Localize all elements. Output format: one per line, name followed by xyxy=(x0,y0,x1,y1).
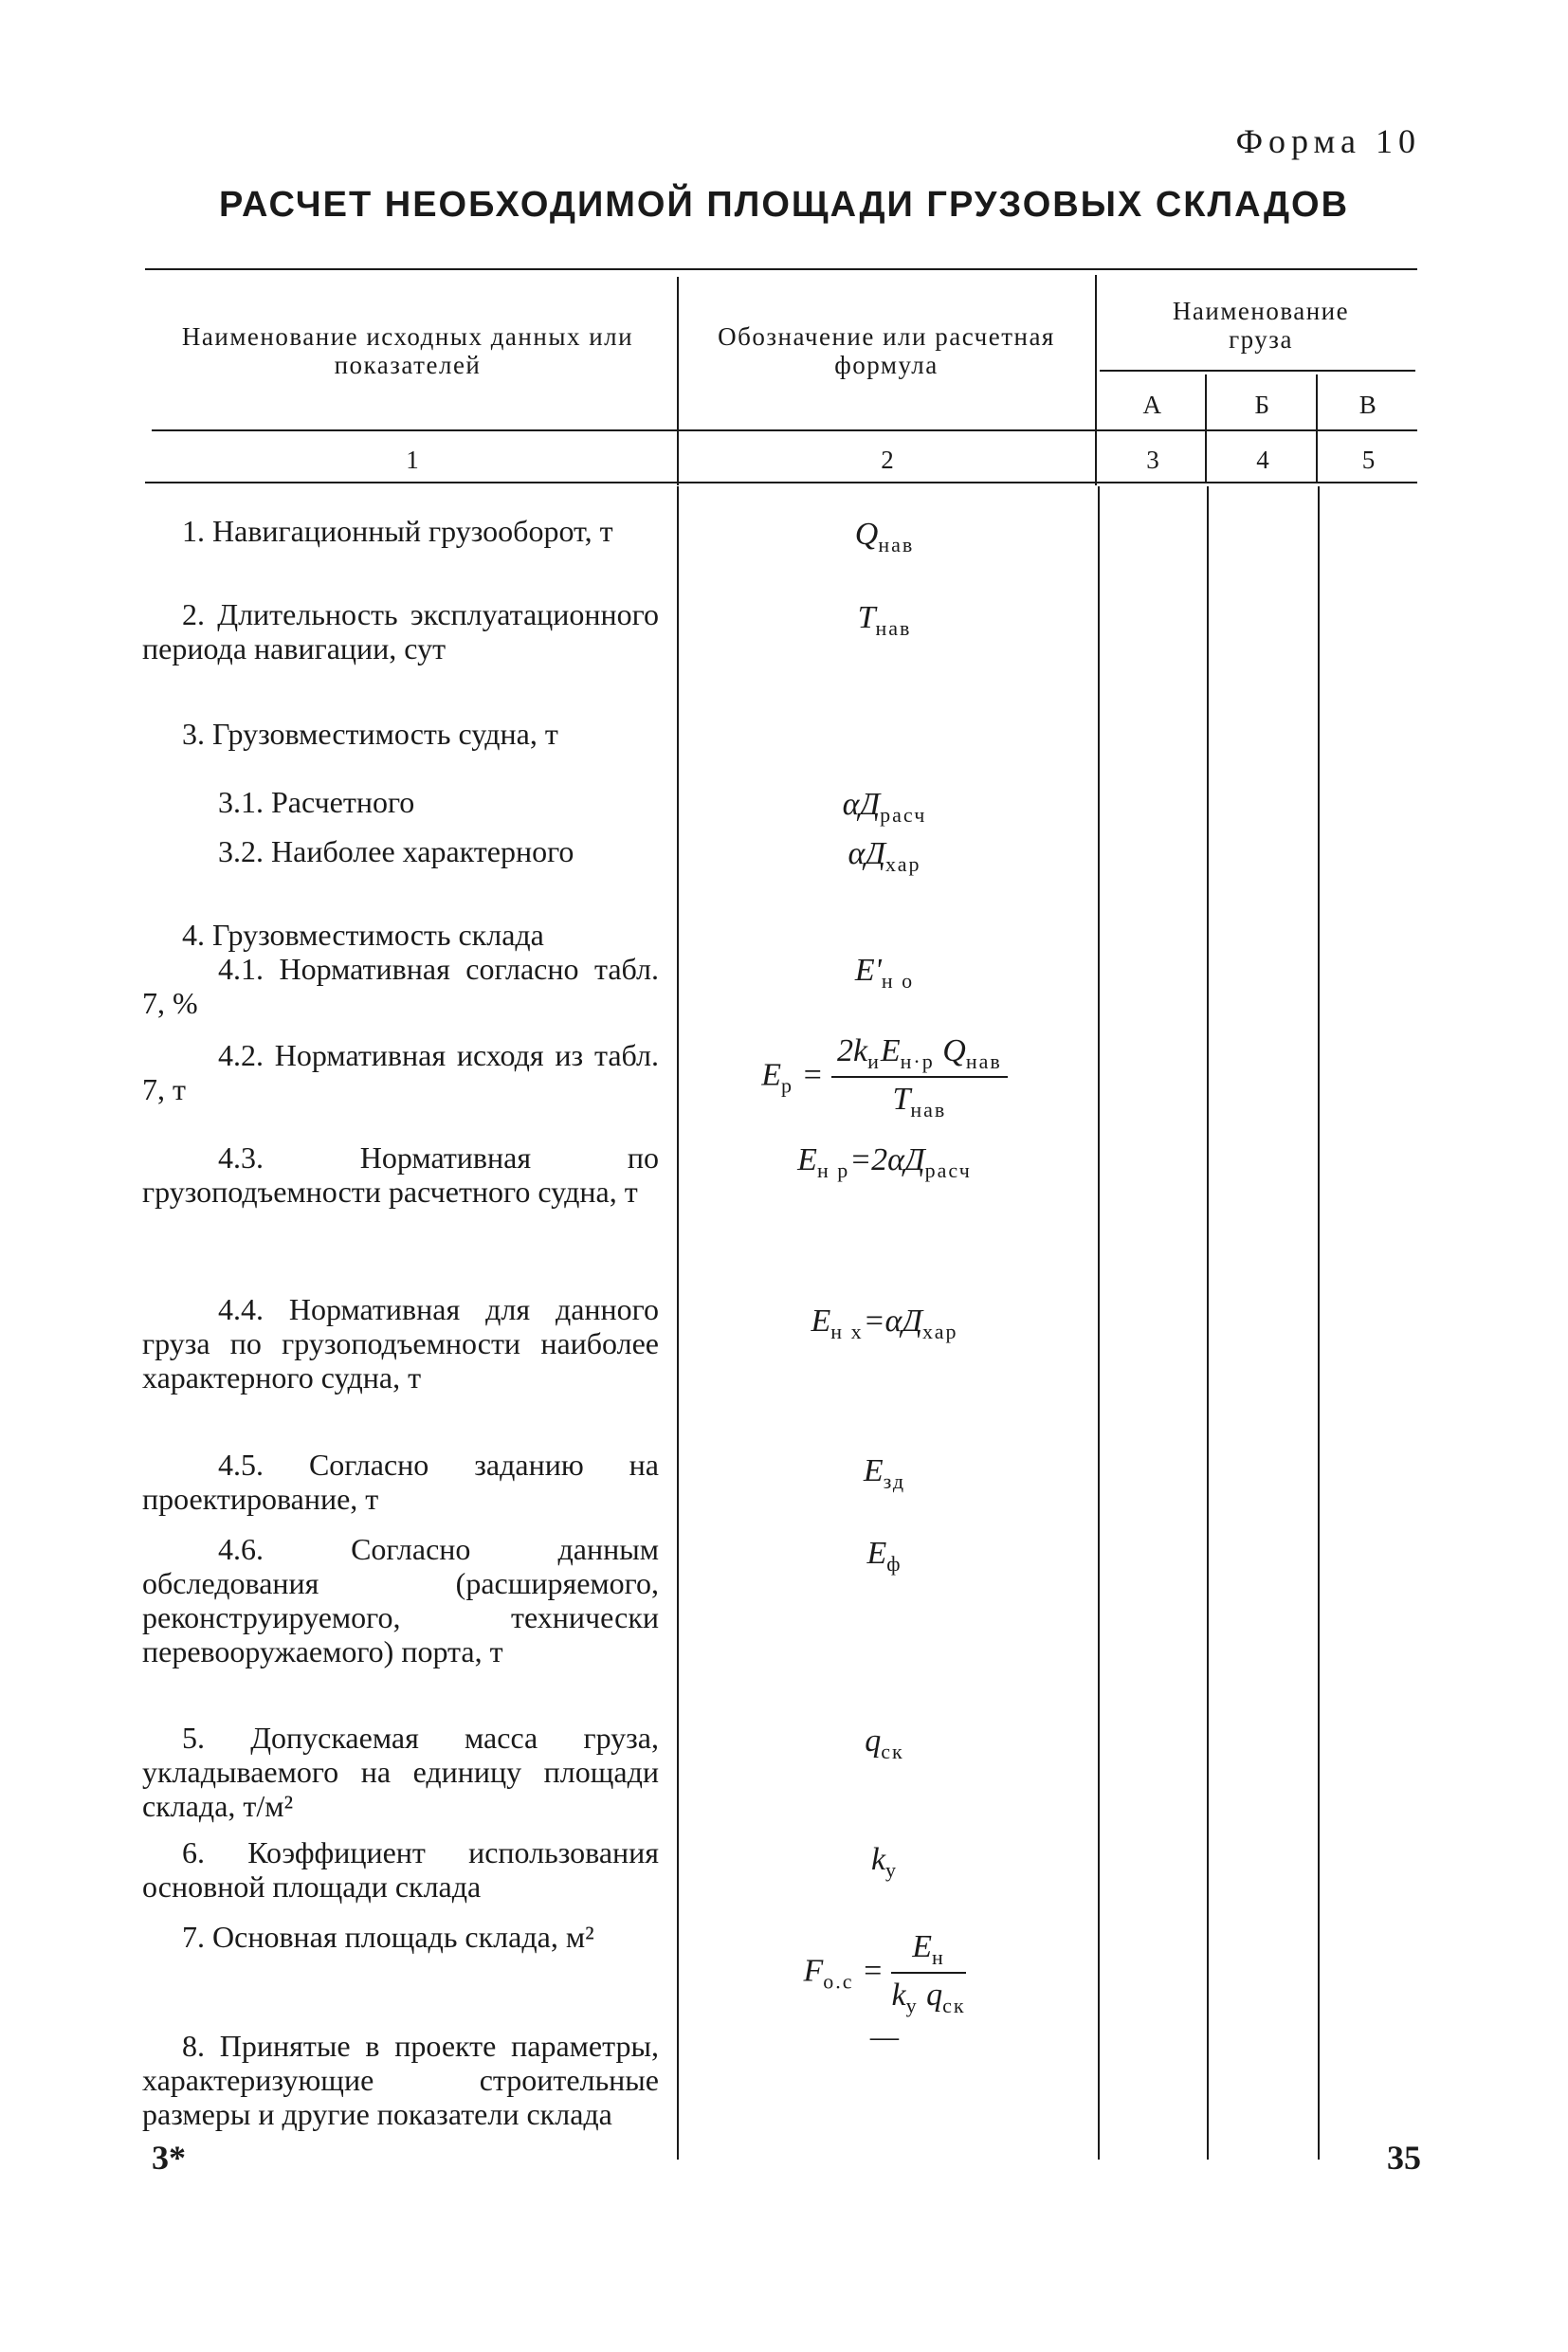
formula-2: $T_{нав}$ xyxy=(857,600,912,640)
page-signature: 3* xyxy=(152,2139,186,2177)
formula-4-3: $E_{н р}=2\alpha Д_{расч}$ xyxy=(797,1142,972,1182)
row-text-5: 5. Допускаемая масса груза, укладываемого на единицу площади склада, т/м² xyxy=(142,1721,659,1823)
row-text-4-6: 4.6. Согласно данным обследования (расширяемого, реконструируемого, технически перевооружаемого) порта, т xyxy=(142,1532,659,1668)
header-cargo-group: Наименование груза xyxy=(1172,297,1350,354)
cargo-subheader-rule xyxy=(1100,370,1415,372)
column-number-5: 5 xyxy=(1361,446,1376,474)
formula-7: $F_{о.с}$ = $\frac{E_н}{k_у q_{ск}}$ xyxy=(803,1929,966,2017)
column-number-1: 1 xyxy=(406,446,419,474)
header-bottom-rule xyxy=(152,429,1417,431)
row-text-4-3: 4.3. Нормативная по грузоподъемности расчетного судна, т xyxy=(142,1140,659,1209)
body-divider-4 xyxy=(1318,486,1320,2160)
row-text-4: 4. Грузовместимость склада xyxy=(182,918,544,952)
formula-1: $Q_{нав}$ xyxy=(854,517,915,556)
numbers-bottom-rule xyxy=(145,482,1417,483)
body-divider-3 xyxy=(1207,486,1209,2160)
formula-4-5: $E_{зд}$ xyxy=(863,1453,906,1493)
header-cargo-a: А xyxy=(1142,391,1163,419)
row-text-3-2: 3.2. Наиболее характерного xyxy=(218,834,574,868)
row-text-4-1: 4.1. Нормативная согласно табл. 7, % xyxy=(142,952,659,1020)
header-cargo-b: Б xyxy=(1254,391,1271,419)
formula-5: $q_{ск}$ xyxy=(865,1723,904,1763)
row-text-3-1: 3.1. Расчетного xyxy=(218,785,415,819)
formula-6: $k_у$ xyxy=(870,1842,899,1882)
formula-8: — xyxy=(869,2019,900,2054)
row-text-2: 2. Длительность эксплуатационного периода навигации, сут xyxy=(142,597,659,665)
header-col2: Обозначение или расчетная формула xyxy=(718,322,1055,379)
row-text-4-5: 4.5. Согласно заданию на проектирование, т xyxy=(142,1448,659,1516)
page-title: РАСЧЕТ НЕОБХОДИМОЙ ПЛОЩАДИ ГРУЗОВЫХ СКЛАДОВ xyxy=(218,185,1350,225)
column-number-4: 4 xyxy=(1256,446,1269,474)
formula-3-1: $\alpha Д_{расч}$ xyxy=(842,787,927,827)
row-text-3: 3. Грузовместимость судна, т xyxy=(182,717,558,751)
formula-4-6: $E_ф$ xyxy=(866,1536,903,1576)
formula-4-1: $E'_{н о}$ xyxy=(854,953,915,993)
formula-3-2: $\alpha Д_{хар}$ xyxy=(848,836,921,876)
row-text-1: 1. Навигационный грузооборот, т xyxy=(182,514,613,548)
table-top-rule xyxy=(145,268,1417,270)
form-label: Форма 10 xyxy=(1235,122,1421,160)
body-divider-2 xyxy=(1098,486,1100,2160)
row-text-4-2: 4.2. Нормативная исходя из табл. 7, т xyxy=(142,1038,659,1106)
formula-4-4: $E_{н х}=\alpha Д_{хар}$ xyxy=(811,1304,958,1343)
row-text-6: 6. Коэффициент использования основной площади склада xyxy=(142,1835,659,1904)
column-number-3: 3 xyxy=(1146,446,1159,474)
header-col1: Наименование исходных данных или показателей xyxy=(181,322,634,379)
row-text-4-4: 4.4. Нормативная для данного груза по грузоподъемности наиболее характерного судна, т xyxy=(142,1292,659,1395)
column-number-2: 2 xyxy=(881,446,894,474)
row-text-8: 8. Принятые в проекте параметры, характеризующие строительные размеры и другие показатели склада xyxy=(142,2029,659,2131)
header-cargo-v: В xyxy=(1358,391,1378,419)
row-text-7: 7. Основная площадь склада, м² xyxy=(182,1920,594,1954)
page-number: 35 xyxy=(1387,2139,1421,2177)
formula-4-2: $E_р$ = $\frac{2k_иE_{н\cdot р} Q_{нав}}{T_{нав}}$ xyxy=(679,1033,1090,1122)
